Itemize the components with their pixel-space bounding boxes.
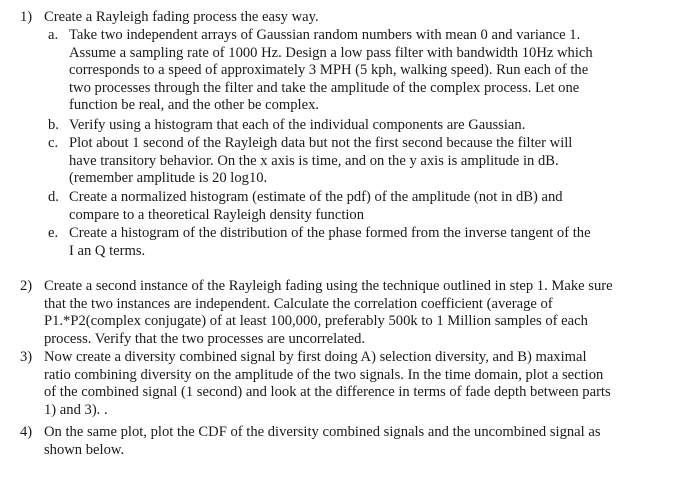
question-text: Now create a diversity combined signal by first doing A) selection diversity, and B) maximal ratio combining diversity on the amplitude of the two signals. In the time domain, plot a section of the combined signal (1 second) and look at the difference in terms of fade depth between parts 1) and 3). . (44, 349, 611, 418)
question-text: Create a Rayleigh fading process the easy way. (44, 9, 319, 25)
question-text: On the same plot, plot the CDF of the diversity combined signals and the uncombined signal as shown below. (44, 424, 601, 458)
question-number: 4) (20, 424, 33, 440)
part-letter: a. (48, 27, 59, 43)
question-number: 2) (20, 278, 33, 294)
part-text: Create a normalized histogram (estimate of the pdf) of the amplitude (not in dB) and compare to a theoretical Rayleigh density function (69, 189, 563, 223)
part-letter: c. (48, 135, 59, 151)
part-text: Create a histogram of the distribution of the phase formed from the inverse tangent of the I an Q terms. (69, 225, 591, 259)
part-letter: b. (48, 117, 59, 133)
part-letter: d. (48, 189, 59, 205)
question-number: 3) (20, 349, 33, 365)
part-text: Plot about 1 second of the Rayleigh data but not the first second because the filter will have transitory behavior. On the x axis is time, and on the y axis is amplitude in dB. (remember amplitude is 20 log10. (69, 135, 573, 187)
part-letter: e. (48, 225, 59, 241)
question-text: Create a second instance of the Rayleigh fading using the technique outlined in step 1. Make sure that the two instances are independent. Calculate the correlation coefficient (average of P1.*P2(complex conjugate) of at least 100,000, preferably 500k to 1 Million samples of each process. Verify that the two processes are uncorrelated. (44, 278, 613, 347)
part-text: Verify using a histogram that each of the individual components are Gaussian. (69, 117, 526, 133)
question-number: 1) (20, 9, 33, 25)
part-text: Take two independent arrays of Gaussian random numbers with mean 0 and variance 1. Assume a sampling rate of 1000 Hz. Design a low pass filter with bandwidth 10Hz which corresponds to a speed of approximately 3 MPH (5 kph, walking speed). Run each of the two processes through the filter and take the amplitude of the complex process. Let one function be real, and the other be complex. (69, 27, 593, 114)
